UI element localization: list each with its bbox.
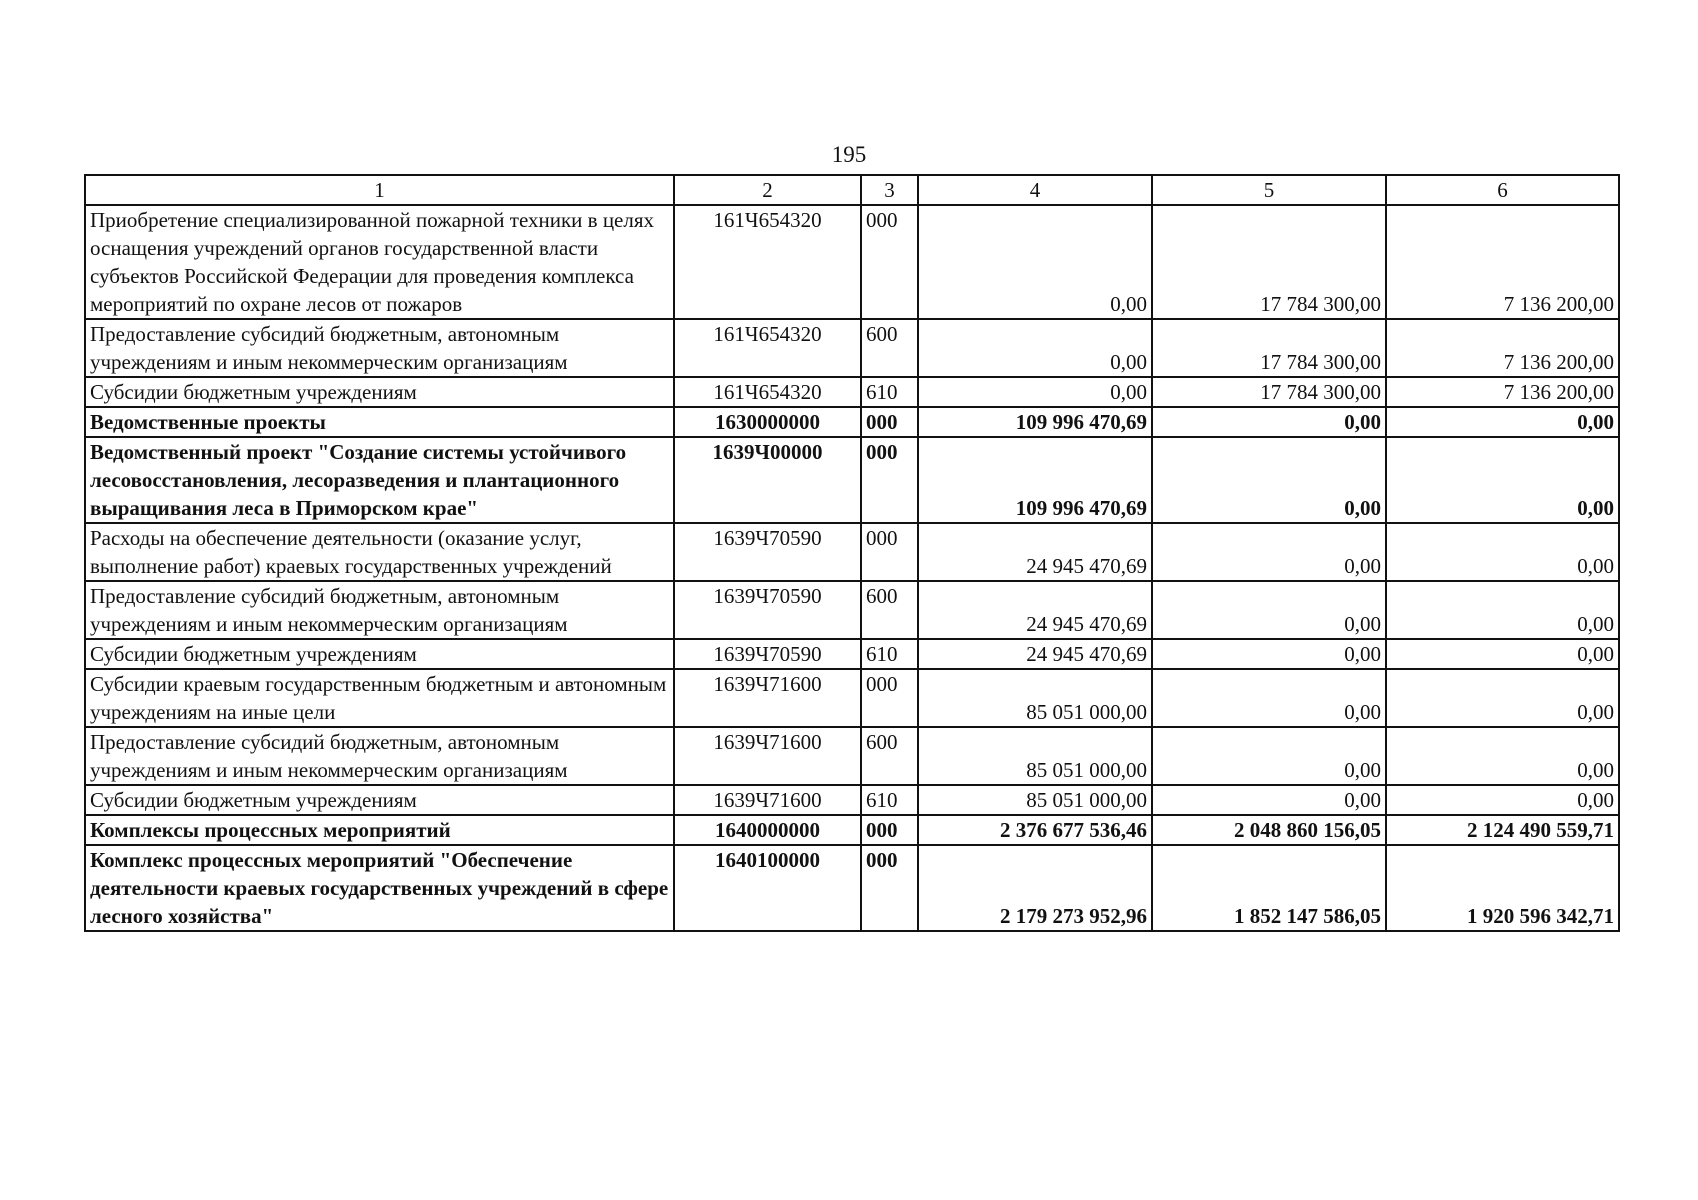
row-code-cell: 1630000000 bbox=[674, 407, 861, 437]
row-value-4-cell: 85 051 000,00 bbox=[918, 669, 1152, 727]
row-kvr-cell: 000 bbox=[861, 669, 918, 727]
row-value-5-cell: 17 784 300,00 bbox=[1152, 205, 1386, 319]
row-value-6-cell: 0,00 bbox=[1386, 669, 1619, 727]
column-header: 6 bbox=[1386, 175, 1619, 205]
table-row bbox=[85, 639, 1619, 669]
row-value-6-cell: 1 920 596 342,71 bbox=[1386, 845, 1619, 931]
row-value-6-cell: 0,00 bbox=[1386, 581, 1619, 639]
table-row bbox=[85, 523, 1619, 581]
row-value-4-cell: 0,00 bbox=[918, 377, 1152, 407]
row-value-5-cell: 0,00 bbox=[1152, 407, 1386, 437]
row-name-cell: Предоставление субсидий бюджетным, автономным учреждениям и иным некоммерческим организациям bbox=[85, 581, 674, 639]
row-value-5-cell: 1 852 147 586,05 bbox=[1152, 845, 1386, 931]
row-value-5-cell: 17 784 300,00 bbox=[1152, 377, 1386, 407]
row-value-5-cell: 0,00 bbox=[1152, 437, 1386, 523]
row-name-cell: Ведомственные проекты bbox=[85, 407, 674, 437]
row-value-4-cell: 109 996 470,69 bbox=[918, 437, 1152, 523]
row-code-cell: 161Ч654320 bbox=[674, 319, 861, 377]
table-row bbox=[85, 205, 1619, 319]
row-kvr-cell: 000 bbox=[861, 523, 918, 581]
table-row bbox=[85, 319, 1619, 377]
row-code-cell: 1639Ч70590 bbox=[674, 581, 861, 639]
row-name-cell: Комплексы процессных мероприятий bbox=[85, 815, 674, 845]
row-value-4-cell: 109 996 470,69 bbox=[918, 407, 1152, 437]
row-kvr-cell: 000 bbox=[861, 437, 918, 523]
row-kvr-cell: 600 bbox=[861, 581, 918, 639]
row-code-cell: 161Ч654320 bbox=[674, 377, 861, 407]
table-row bbox=[85, 727, 1619, 785]
column-header: 4 bbox=[918, 175, 1152, 205]
row-code-cell: 1640100000 bbox=[674, 845, 861, 931]
row-kvr-cell: 000 bbox=[861, 205, 918, 319]
table-row bbox=[85, 377, 1619, 407]
row-name-cell: Субсидии краевым государственным бюджетным и автономным учреждениям на иные цели bbox=[85, 669, 674, 727]
row-value-6-cell: 7 136 200,00 bbox=[1386, 319, 1619, 377]
table-header-row bbox=[85, 175, 1619, 205]
row-value-5-cell: 0,00 bbox=[1152, 785, 1386, 815]
row-code-cell: 1639Ч71600 bbox=[674, 785, 861, 815]
row-value-5-cell: 0,00 bbox=[1152, 669, 1386, 727]
row-value-5-cell: 0,00 bbox=[1152, 581, 1386, 639]
row-value-6-cell: 0,00 bbox=[1386, 785, 1619, 815]
row-value-6-cell: 2 124 490 559,71 bbox=[1386, 815, 1619, 845]
row-name-cell: Расходы на обеспечение деятельности (оказание услуг, выполнение работ) краевых государственных учреждений bbox=[85, 523, 674, 581]
table-row bbox=[85, 407, 1619, 437]
row-code-cell: 161Ч654320 bbox=[674, 205, 861, 319]
row-value-4-cell: 85 051 000,00 bbox=[918, 727, 1152, 785]
row-value-6-cell: 0,00 bbox=[1386, 523, 1619, 581]
row-value-5-cell: 0,00 bbox=[1152, 727, 1386, 785]
row-name-cell: Комплекс процессных мероприятий "Обеспечение деятельности краевых государственных учреждений в сфере лесного хозяйства" bbox=[85, 845, 674, 931]
column-header: 2 bbox=[674, 175, 861, 205]
row-value-4-cell: 24 945 470,69 bbox=[918, 639, 1152, 669]
table-row bbox=[85, 785, 1619, 815]
table-row bbox=[85, 845, 1619, 931]
row-value-5-cell: 0,00 bbox=[1152, 523, 1386, 581]
row-value-4-cell: 0,00 bbox=[918, 319, 1152, 377]
column-header: 5 bbox=[1152, 175, 1386, 205]
row-value-6-cell: 0,00 bbox=[1386, 437, 1619, 523]
row-name-cell: Приобретение специализированной пожарной техники в целях оснащения учреждений органов государственной власти субъектов Российской Федерации для проведения комплекса мероприятий по охране лесов от пожаров bbox=[85, 205, 674, 319]
row-value-5-cell: 2 048 860 156,05 bbox=[1152, 815, 1386, 845]
row-code-cell: 1639Ч70590 bbox=[674, 523, 861, 581]
row-value-4-cell: 85 051 000,00 bbox=[918, 785, 1152, 815]
row-kvr-cell: 000 bbox=[861, 815, 918, 845]
row-value-4-cell: 2 376 677 536,46 bbox=[918, 815, 1152, 845]
row-value-6-cell: 0,00 bbox=[1386, 407, 1619, 437]
column-header: 3 bbox=[861, 175, 918, 205]
table-row bbox=[85, 437, 1619, 523]
row-name-cell: Ведомственный проект "Создание системы устойчивого лесовосстановления, лесоразведения и плантационного выращивания леса в Приморском крае" bbox=[85, 437, 674, 523]
row-value-6-cell: 7 136 200,00 bbox=[1386, 377, 1619, 407]
row-kvr-cell: 610 bbox=[861, 377, 918, 407]
row-name-cell: Субсидии бюджетным учреждениям bbox=[85, 377, 674, 407]
row-code-cell: 1639Ч71600 bbox=[674, 669, 861, 727]
row-value-4-cell: 24 945 470,69 bbox=[918, 523, 1152, 581]
row-value-6-cell: 0,00 bbox=[1386, 639, 1619, 669]
row-code-cell: 1639Ч70590 bbox=[674, 639, 861, 669]
row-code-cell: 1639Ч71600 bbox=[674, 727, 861, 785]
row-value-4-cell: 24 945 470,69 bbox=[918, 581, 1152, 639]
row-kvr-cell: 610 bbox=[861, 785, 918, 815]
page-number: 195 bbox=[831, 142, 867, 167]
row-code-cell: 1640000000 bbox=[674, 815, 861, 845]
table-row bbox=[85, 669, 1619, 727]
row-kvr-cell: 600 bbox=[861, 727, 918, 785]
row-value-6-cell: 7 136 200,00 bbox=[1386, 205, 1619, 319]
column-header: 1 bbox=[85, 175, 674, 205]
table-row bbox=[85, 815, 1619, 845]
row-name-cell: Субсидии бюджетным учреждениям bbox=[85, 785, 674, 815]
row-code-cell: 1639Ч00000 bbox=[674, 437, 861, 523]
row-value-5-cell: 0,00 bbox=[1152, 639, 1386, 669]
row-value-5-cell: 17 784 300,00 bbox=[1152, 319, 1386, 377]
row-value-4-cell: 2 179 273 952,96 bbox=[918, 845, 1152, 931]
row-name-cell: Предоставление субсидий бюджетным, автономным учреждениям и иным некоммерческим организациям bbox=[85, 727, 674, 785]
row-kvr-cell: 000 bbox=[861, 407, 918, 437]
row-name-cell: Предоставление субсидий бюджетным, автономным учреждениям и иным некоммерческим организациям bbox=[85, 319, 674, 377]
row-name-cell: Субсидии бюджетным учреждениям bbox=[85, 639, 674, 669]
row-kvr-cell: 610 bbox=[861, 639, 918, 669]
row-value-4-cell: 0,00 bbox=[918, 205, 1152, 319]
row-kvr-cell: 000 bbox=[861, 845, 918, 931]
budget-table bbox=[84, 174, 1620, 932]
row-value-6-cell: 0,00 bbox=[1386, 727, 1619, 785]
row-kvr-cell: 600 bbox=[861, 319, 918, 377]
table-row bbox=[85, 581, 1619, 639]
